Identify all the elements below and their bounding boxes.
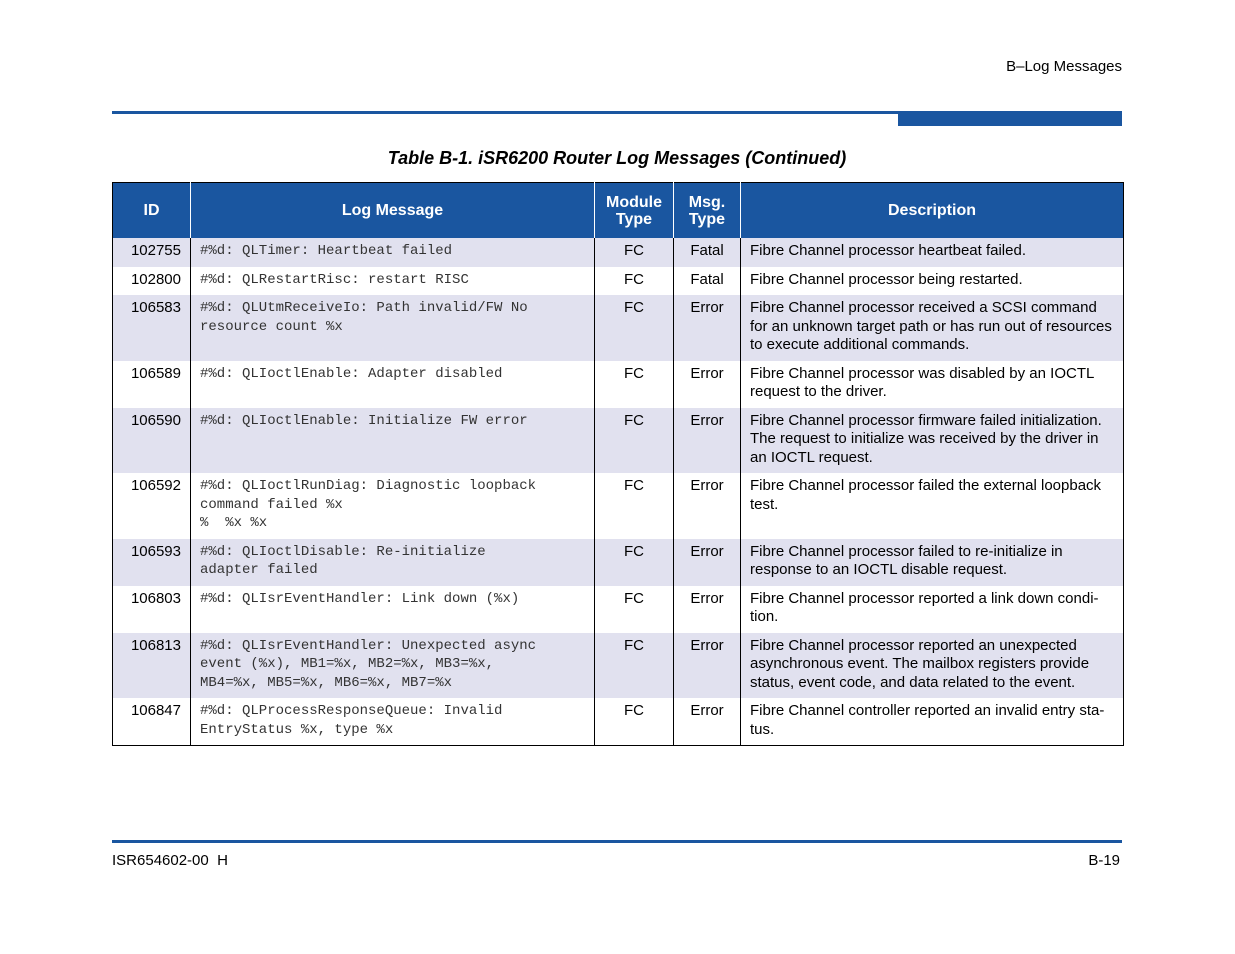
cell-type: Error (674, 361, 741, 408)
cell-type: Error (674, 295, 741, 361)
cell-description: Fibre Channel processor reported an unexpected asynchronous event. The mailbox registers provide status, event code, and data related to the event. (741, 633, 1124, 699)
cell-message: #%d: QLUtmReceiveIo: Path invalid/FW No resource count %x (191, 295, 595, 361)
column-header-id: ID (113, 183, 191, 239)
cell-module: FC (595, 698, 674, 746)
column-header-description: Description (741, 183, 1124, 239)
cell-type: Error (674, 473, 741, 539)
cell-description: Fibre Channel processor was disabled by an IOCTL request to the driver. (741, 361, 1124, 408)
log-messages-table (112, 182, 1124, 746)
cell-module: FC (595, 238, 674, 267)
cell-module: FC (595, 539, 674, 586)
table-row (113, 361, 1124, 408)
cell-id: 102755 (113, 238, 191, 267)
cell-id: 106589 (113, 361, 191, 408)
column-header-msg-type: Msg. Type (674, 183, 741, 239)
cell-message: #%d: QLIoctlRunDiag: Diagnostic loopback command failed %x % %x %x (191, 473, 595, 539)
cell-message: #%d: QLIsrEventHandler: Link down (%x) (191, 586, 595, 633)
cell-module: FC (595, 408, 674, 474)
header-rule-tab (898, 111, 1122, 126)
cell-module: FC (595, 633, 674, 699)
cell-message: #%d: QLTimer: Heartbeat failed (191, 238, 595, 267)
cell-type: Error (674, 408, 741, 474)
cell-description: Fibre Channel processor firmware failed initialization. The request to initialize was received by the driver in an IOCTL request. (741, 408, 1124, 474)
cell-id: 106590 (113, 408, 191, 474)
cell-message: #%d: QLProcessResponseQueue: Invalid EntryStatus %x, type %x (191, 698, 595, 746)
table-row (113, 267, 1124, 296)
cell-module: FC (595, 295, 674, 361)
cell-module: FC (595, 361, 674, 408)
cell-description: Fibre Channel processor received a SCSI command for an unknown target path or has run out of resources to execute additional commands. (741, 295, 1124, 361)
cell-description: Fibre Channel processor being restarted. (741, 267, 1124, 296)
cell-module: FC (595, 586, 674, 633)
page-number: B-19 (1088, 852, 1120, 869)
table-row (113, 238, 1124, 267)
table-row (113, 633, 1124, 699)
table-row (113, 473, 1124, 539)
cell-description: Fibre Channel processor heartbeat failed. (741, 238, 1124, 267)
cell-message: #%d: QLIoctlEnable: Adapter disabled (191, 361, 595, 408)
table-row (113, 408, 1124, 474)
running-head: B–Log Messages (1006, 58, 1122, 75)
cell-id: 106803 (113, 586, 191, 633)
cell-type: Fatal (674, 267, 741, 296)
cell-module: FC (595, 267, 674, 296)
table-row (113, 586, 1124, 633)
cell-type: Error (674, 698, 741, 746)
cell-type: Error (674, 586, 741, 633)
cell-description: Fibre Channel processor failed to re-initialize in response to an IOCTL disable request. (741, 539, 1124, 586)
cell-id: 106847 (113, 698, 191, 746)
cell-description: Fibre Channel processor failed the external loopback test. (741, 473, 1124, 539)
cell-message: #%d: QLRestartRisc: restart RISC (191, 267, 595, 296)
table-header-row (113, 183, 1124, 239)
cell-module: FC (595, 473, 674, 539)
cell-id: 106813 (113, 633, 191, 699)
cell-type: Fatal (674, 238, 741, 267)
cell-message: #%d: QLIoctlDisable: Re-initialize adapter failed (191, 539, 595, 586)
cell-id: 102800 (113, 267, 191, 296)
cell-id: 106592 (113, 473, 191, 539)
cell-message: #%d: QLIsrEventHandler: Unexpected async event (%x), MB1=%x, MB2=%x, MB3=%x, MB4=%x, MB5=%x, MB6=%x, MB7=%x (191, 633, 595, 699)
table-row (113, 539, 1124, 586)
cell-type: Error (674, 633, 741, 699)
cell-id: 106593 (113, 539, 191, 586)
table-title: Table B-1. iSR6200 Router Log Messages (Continued) (387, 148, 847, 168)
footer-rule (112, 840, 1122, 843)
cell-description: Fibre Channel controller reported an invalid entry sta-tus. (741, 698, 1124, 746)
table-row (113, 295, 1124, 361)
document-number: ISR654602-00 H (112, 852, 228, 869)
table-row (113, 698, 1124, 746)
column-header-module-type: Module Type (595, 183, 674, 239)
cell-id: 106583 (113, 295, 191, 361)
cell-type: Error (674, 539, 741, 586)
cell-message: #%d: QLIoctlEnable: Initialize FW error (191, 408, 595, 474)
column-header-log-message: Log Message (191, 183, 595, 239)
cell-description: Fibre Channel processor reported a link down condi-tion. (741, 586, 1124, 633)
